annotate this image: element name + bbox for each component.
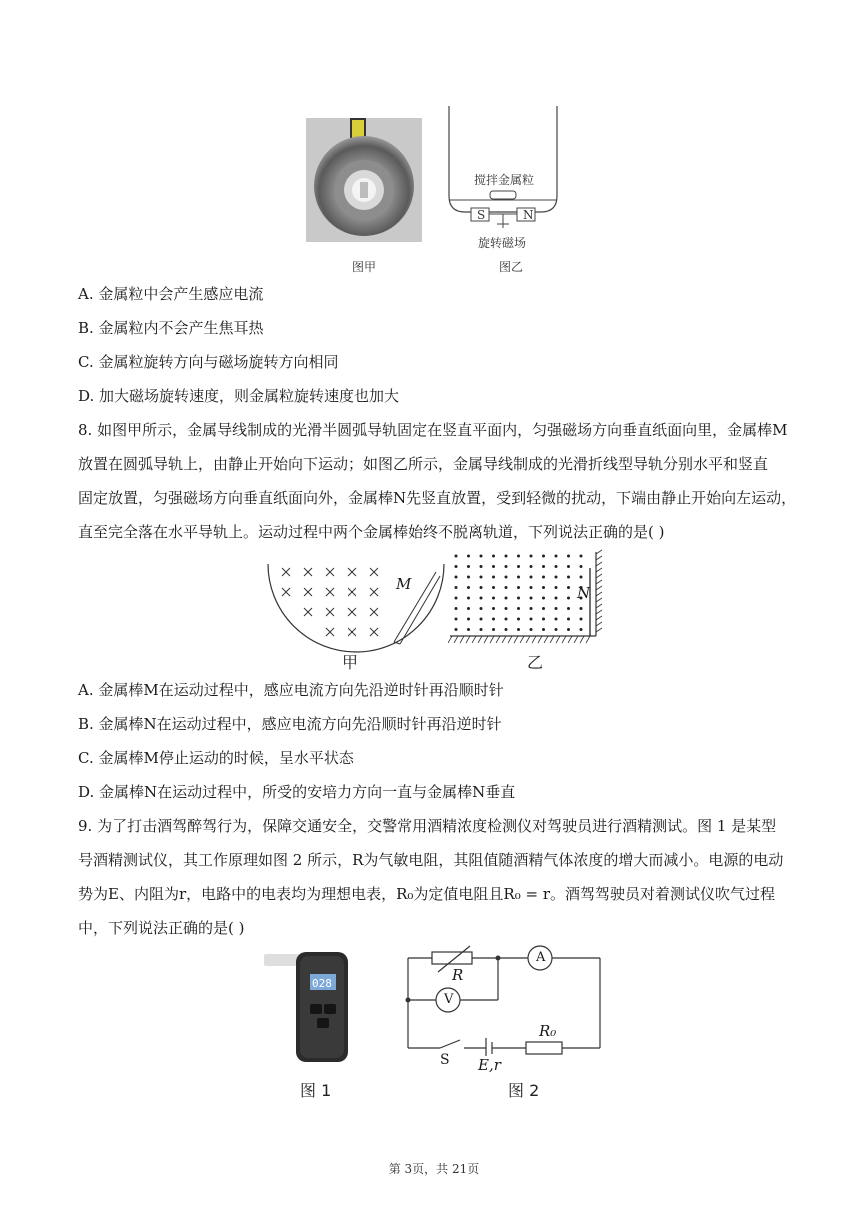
q8-option-b: B. 金属棒N在运动过程中，感应电流方向先沿顺时针再沿逆时针 [78,715,502,733]
q8-stem-line-3: 固定放置，匀强磁场方向垂直纸面向外，金属棒N先竖直放置，受到轻微的扰动，下端由静止开始向左运动， [78,489,797,507]
figure-semicircle-rail [264,558,448,662]
figure-cup-photo [306,118,422,242]
label-rod-m: M [396,575,412,593]
caption-figure-a: 图甲 [352,260,377,274]
label-magnet-n: N [523,208,534,222]
q8-option-c: C. 金属棒M停止运动的时候，呈水平状态 [78,749,354,767]
q8-stem-line-1: 8. 如图甲所示，金属导线制成的光滑半圆弧导轨固定在竖直平面内，匀强磁场方向垂直纸面向里，金属棒M [78,421,788,439]
label-ammeter-a: A [536,950,546,965]
q8-stem-line-2: 放置在圆弧导轨上，由静止开始向下运动；如图乙所示，金属导线制成的光滑折线型导轨分别水平和竖直 [78,455,769,473]
q7-option-c: C. 金属粒旋转方向与磁场旋转方向相同 [78,353,339,371]
label-switch-s: S [440,1052,450,1068]
q9-stem-line-2: 号酒精测试仪，其工作原理如图 2 所示，R为气敏电阻，其阻值随酒精气体浓度的增大而减小。电源的电动 [78,851,784,869]
q9-stem-line-1: 9. 为了打击酒驾醉驾行为，保障交通安全，交警常用酒精浓度检测仪对驾驶员进行酒精测试。图 1 是某型 [78,817,777,835]
q7-option-d: D. 加大磁场旋转速度，则金属粒旋转速度也加大 [78,387,400,405]
label-voltmeter-v: V [444,992,454,1007]
q9-stem-line-3: 势为E、内阻为r，电路中的电表均为理想电表，R₀为定值电阻且R₀ = r。酒驾驾驶员对着测试仪吹气过程 [78,885,776,903]
label-fixed-resistor-r0: R₀ [539,1022,557,1040]
q7-option-b: B. 金属粒内不会产生焦耳热 [78,319,264,337]
label-stir-particle: 搅拌金属粒 [474,173,535,187]
caption-jia: 甲 [342,653,359,672]
q8-option-a: A. 金属棒M在运动过程中，感应电流方向先沿逆时针再沿顺时针 [78,681,504,699]
caption-figure-2: 图 2 [508,1081,540,1100]
label-magnet-s: S [477,208,486,222]
caption-figure-b: 图乙 [499,260,524,274]
q7-option-a: A. 金属粒中会产生感应电流 [78,285,264,303]
figure-breathalyzer [262,948,356,1064]
label-gas-resistor-r: R [452,966,464,984]
q8-stem-line-4: 直至完全落在水平导轨上。运动过程中两个金属棒始终不脱离轨道，下列说法正确的是( ) [78,523,665,541]
caption-figure-1: 图 1 [300,1081,332,1100]
page-footer: 第 3页，共 21页 [388,1162,480,1176]
figure-circuit [402,944,608,1056]
caption-yi: 乙 [527,653,544,672]
device-display-reading: 028 [312,977,332,990]
q8-option-d: D. 金属棒N在运动过程中，所受的安培力方向一直与金属棒N垂直 [78,783,516,801]
label-rotating-field: 旋转磁场 [478,236,527,250]
q9-stem-line-4: 中，下列说法正确的是( ) [78,919,245,937]
label-rod-n: N [577,584,591,602]
label-source-er: E,r [478,1056,501,1074]
